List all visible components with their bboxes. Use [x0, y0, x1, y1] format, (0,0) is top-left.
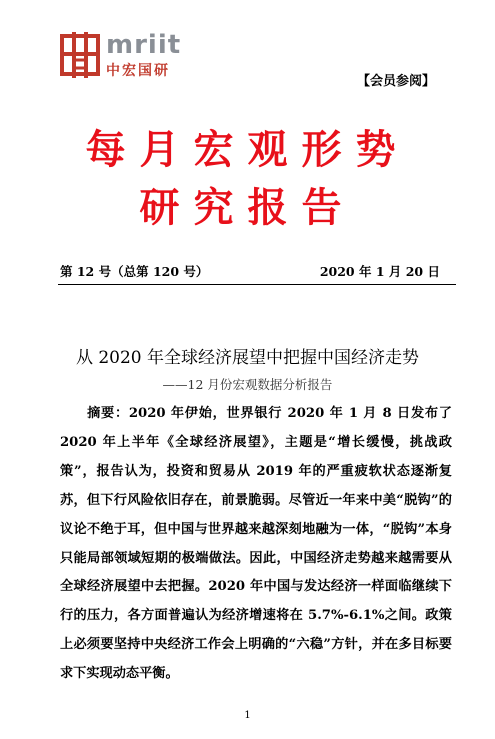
- issue-date: 2020 年 1 月 20 日: [319, 264, 440, 279]
- report-title-line1: 每月宏观形势: [85, 127, 410, 173]
- member-tag: 【会员参阅】: [356, 74, 435, 89]
- report-title-line2: 研究报告: [139, 185, 356, 231]
- abstract-text: 2020 年伊始，世界银行 2020 年 1 月 8 日发布了 2020 年上半年《全球经济展望》，主题是“增长缓慢，挑战政策”，报告认为，投资和贸易从 2019 年的严重疲软状态逐渐复苏，但下行风险依旧存在，前景脆弱。尽管近一年来中美“脱钩”的议论不绝于耳，但中国与世界越来越深刻地融为一体，“脱钩”本身只能局部领域短期的极端做法。因此，中国经济走势越来越需要从全球经济展望中去把握。2020 年中国与发达经济一样面临继续下行的压力，各方面普遍认为经济增速将在 5.7%-6.1%之间。政策上必须要坚持中央经济工作会上明确的“六稳”方针，并在多目标要求下实现动态平衡。: [60, 406, 452, 682]
- article-subtitle: ——12 月份宏观数据分析报告: [162, 377, 333, 392]
- mriit-logo: [60, 32, 200, 80]
- abstract-paragraph: [60, 400, 452, 689]
- logo-mark-icon: [60, 32, 100, 78]
- issue-number: 第 12 号（总第 120 号）: [60, 264, 209, 279]
- logo-en: mriit: [106, 30, 182, 60]
- article-title: 从 2020 年全球经济展望中把握中国经济走势: [75, 348, 420, 368]
- abstract-label: 摘要：: [86, 406, 129, 421]
- page-number: 1: [244, 710, 251, 721]
- logo-cn: 中宏国研: [106, 63, 170, 79]
- header-divider: [58, 284, 456, 285]
